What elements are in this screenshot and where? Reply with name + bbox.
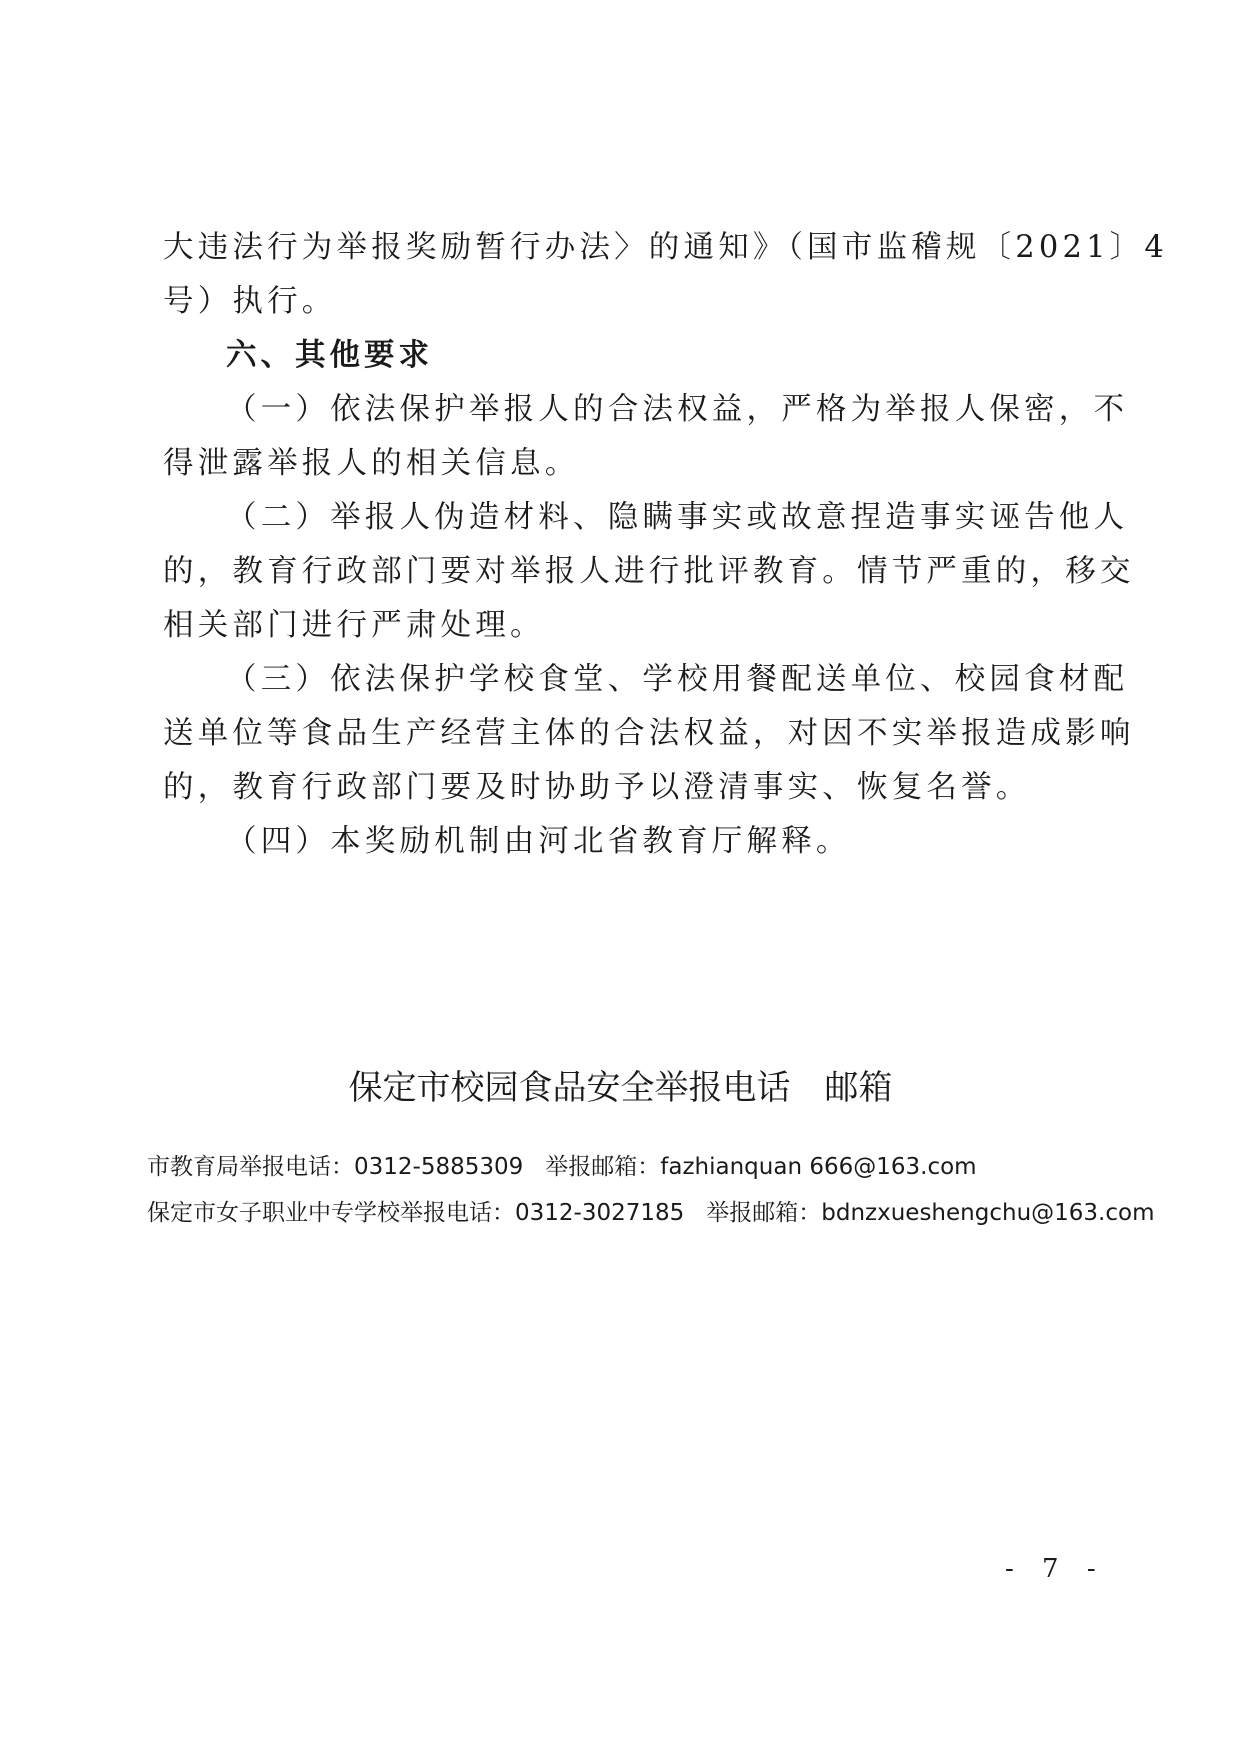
item-line: （四）本奖励机制由河北省教育厅解释。: [226, 824, 851, 859]
item-line: 相关部门进行严肃处理。: [163, 608, 545, 643]
paragraph-line: 号）执行。: [163, 284, 337, 319]
contact-phone: 保定市女子职业中专学校举报电话：0312-3027185: [147, 1200, 685, 1226]
contact-row: [147, 1197, 1154, 1229]
page-number: - 7 -: [1005, 1554, 1106, 1584]
item-line: 的，教育行政部门要对举报人进行批评教育。情节严重的，移交: [163, 554, 1135, 589]
contact-title: [0, 1066, 1241, 1110]
contact-email: 举报邮箱：bdnzxueshengchu@163.com: [706, 1200, 1155, 1226]
item-line: 送单位等食品生产经营主体的合法权益，对因不实举报造成影响: [163, 716, 1135, 751]
item-line: （三）依法保护学校食堂、学校用餐配送单位、校园食材配: [226, 662, 1129, 697]
section-heading: 六、其他要求: [226, 338, 433, 373]
contact-row: [147, 1151, 977, 1183]
contact-title-main: 保定市校园食品安全举报电话: [348, 1068, 791, 1108]
item-line: （一）依法保护举报人的合法权益，严格为举报人保密，不: [226, 392, 1129, 427]
paragraph-line: 大违法行为举报奖励暂行办法〉的通知》（国市监稽规〔2021〕4: [163, 230, 1168, 265]
contact-title-suffix: 邮箱: [824, 1068, 893, 1108]
item-line: （二）举报人伪造材料、隐瞒事实或故意捏造事实诬告他人: [226, 500, 1129, 535]
item-line: 的，教育行政部门要及时协助予以澄清事实、恢复名誉。: [163, 770, 1031, 805]
contact-email: 举报邮箱：fazhianquan 666@163.com: [545, 1154, 977, 1180]
contact-phone: 市教育局举报电话：0312-5885309: [147, 1154, 524, 1180]
item-line: 得泄露举报人的相关信息。: [163, 446, 580, 481]
